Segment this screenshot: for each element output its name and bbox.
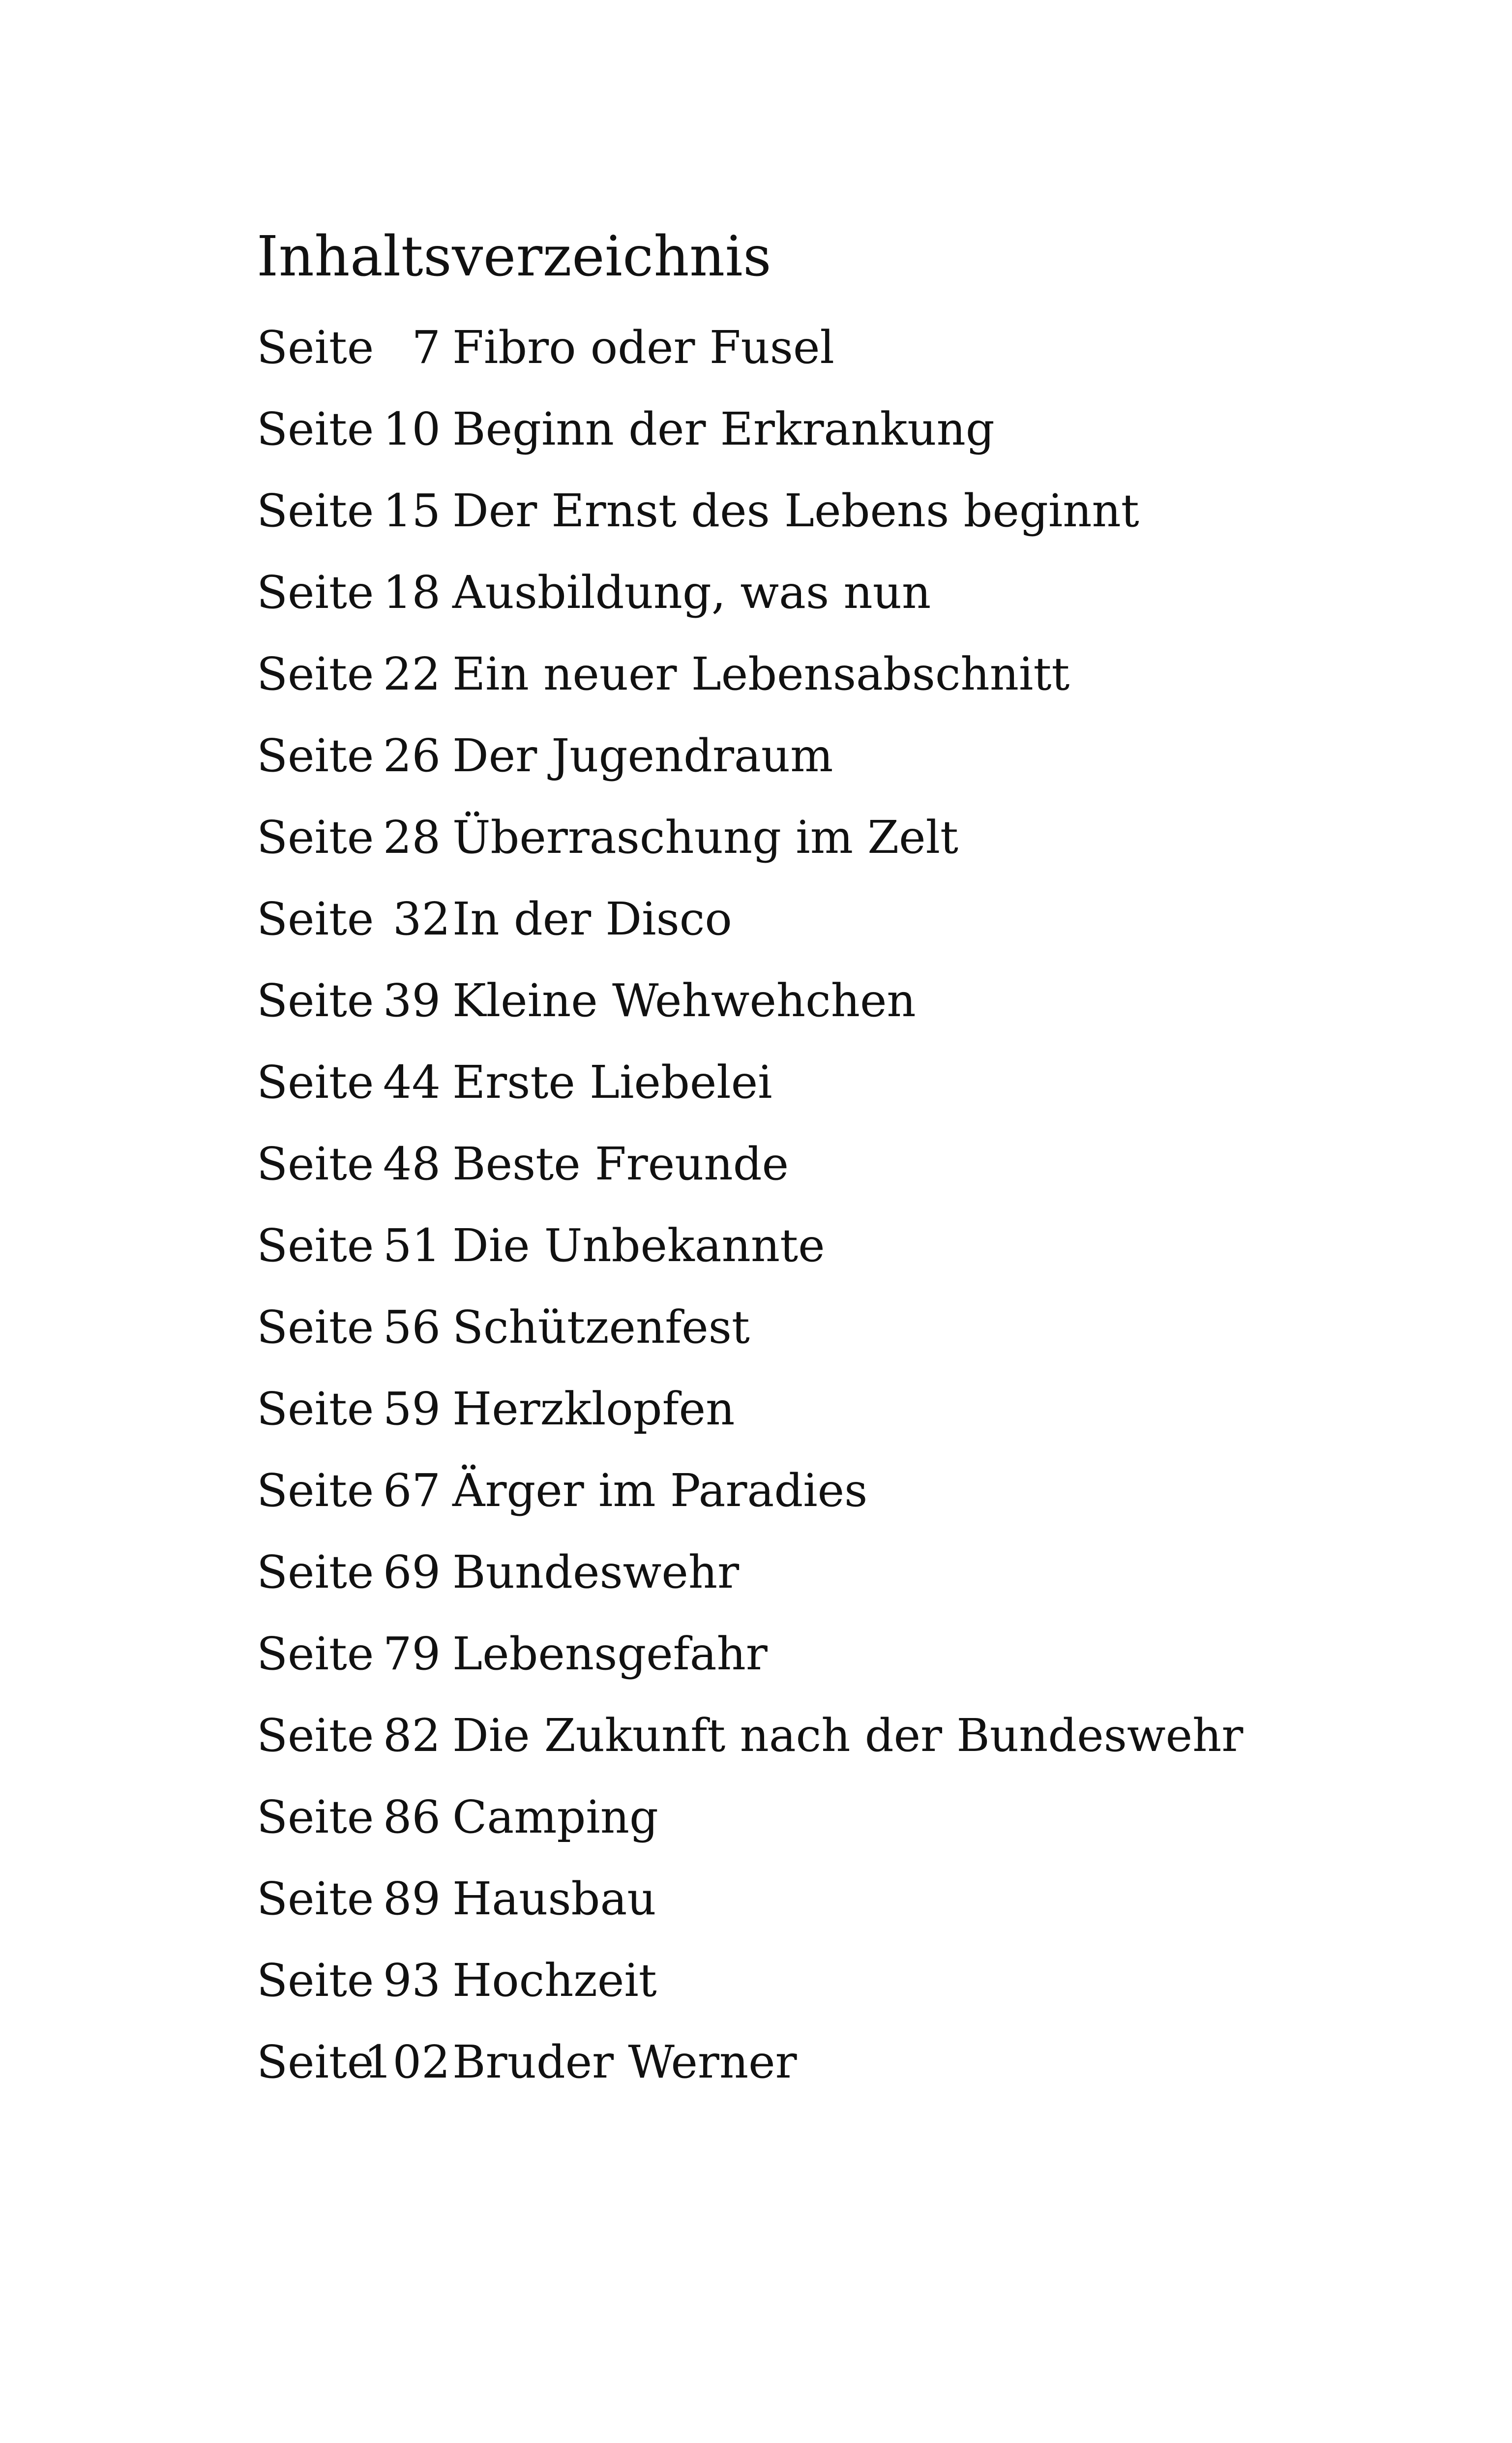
toc-entry (257, 969, 1243, 1051)
page-word: Seite (257, 1628, 374, 1680)
page-word: Seite (257, 1872, 374, 1925)
page-number: 48 (383, 1138, 441, 1190)
page-number: 59 (383, 1383, 441, 1435)
toc-entry (257, 561, 1243, 642)
page-number: 86 (383, 1791, 441, 1843)
chapter-title: Ein neuer Lebensabschnitt (452, 648, 1070, 700)
toc-entry (257, 397, 1243, 479)
page-word: Seite (257, 811, 374, 864)
page-number: 18 (383, 566, 441, 619)
page-word: Seite (257, 1301, 374, 1354)
toc-heading: Inhaltsverzeichnis (257, 225, 772, 289)
toc-entry (257, 1051, 1243, 1132)
toc-entry (257, 1867, 1243, 1949)
toc-entry (257, 642, 1243, 724)
page-number: 69 (383, 1546, 441, 1599)
page-word: Seite (257, 1383, 374, 1435)
chapter-title: Lebensgefahr (452, 1628, 768, 1680)
page-word: Seite (257, 403, 374, 455)
toc-entry (257, 316, 1243, 397)
chapter-title: Ärger im Paradies (452, 1464, 868, 1517)
page-word: Seite (257, 974, 374, 1027)
page-number: 44 (383, 1056, 441, 1109)
toc-entry (257, 1540, 1243, 1622)
page-word: Seite (257, 1056, 374, 1109)
chapter-title: Ausbildung, was nun (452, 566, 931, 619)
chapter-title: Der Jugendraum (452, 729, 833, 782)
chapter-title: Hochzeit (452, 1954, 657, 2007)
page-word: Seite (257, 566, 374, 619)
chapter-title: Beste Freunde (452, 1138, 789, 1190)
page-word: Seite (257, 1219, 374, 1272)
chapter-title: Erste Liebelei (452, 1056, 772, 1109)
chapter-title: Bruder Werner (452, 2036, 797, 2088)
chapter-title: In der Disco (452, 893, 732, 945)
page-word: Seite (257, 729, 374, 782)
page-word: Seite (257, 1791, 374, 1843)
toc-entry (257, 806, 1243, 887)
chapter-title: Herzklopfen (452, 1383, 735, 1435)
chapter-title: Bundeswehr (452, 1546, 740, 1599)
page-number: 22 (383, 648, 441, 700)
page-word: Seite (257, 1709, 374, 1762)
page-word: Seite (257, 1464, 374, 1517)
page-number: 79 (383, 1628, 441, 1680)
toc-entry (257, 2030, 1243, 2112)
chapter-title: Beginn der Erkrankung (452, 403, 995, 455)
toc-entry (257, 1296, 1243, 1377)
page-word: Seite (257, 484, 374, 537)
page-word: Seite (257, 1546, 374, 1599)
page-number: 51 (383, 1219, 441, 1272)
page-word: Seite (257, 321, 374, 374)
toc-entry (257, 1622, 1243, 1704)
page-number: 39 (383, 974, 441, 1027)
chapter-title: Fibro oder Fusel (452, 321, 834, 374)
page-number: 67 (383, 1464, 441, 1517)
page-number: 32 (392, 893, 450, 945)
toc-entry (257, 1949, 1243, 2030)
page-word: Seite (257, 1138, 374, 1190)
toc-entry (257, 1214, 1243, 1296)
toc-entry (257, 1132, 1243, 1214)
chapter-title: Kleine Wehwehchen (452, 974, 916, 1027)
table-of-contents (257, 316, 1243, 2112)
page-number: 10 (383, 403, 441, 455)
toc-entry (257, 1704, 1243, 1785)
page-number: 56 (383, 1301, 441, 1354)
page-number: 28 (383, 811, 441, 864)
chapter-title: Die Unbekannte (452, 1219, 825, 1272)
toc-entry (257, 1377, 1243, 1459)
page-word: Seite (257, 893, 374, 945)
chapter-title: Überraschung im Zelt (452, 811, 958, 864)
page-number: 26 (383, 729, 441, 782)
toc-entry (257, 887, 1243, 969)
page-number: 7 (412, 321, 441, 374)
toc-entry (257, 479, 1243, 561)
chapter-title: Schützenfest (452, 1301, 750, 1354)
chapter-title: Hausbau (452, 1872, 656, 1925)
page-word: Seite (257, 648, 374, 700)
chapter-title: Der Ernst des Lebens beginnt (452, 484, 1139, 537)
page-number: 15 (383, 484, 441, 537)
page-word: Seite (257, 1954, 374, 2007)
page-number: 102 (364, 2036, 450, 2088)
toc-entry (257, 1459, 1243, 1540)
page-number: 93 (383, 1954, 441, 2007)
page-number: 89 (383, 1872, 441, 1925)
chapter-title: Die Zukunft nach der Bundeswehr (452, 1709, 1244, 1762)
chapter-title: Camping (452, 1791, 658, 1843)
page-word: Seite (257, 2036, 374, 2088)
toc-entry (257, 1785, 1243, 1867)
page-number: 82 (383, 1709, 441, 1762)
toc-entry (257, 724, 1243, 806)
